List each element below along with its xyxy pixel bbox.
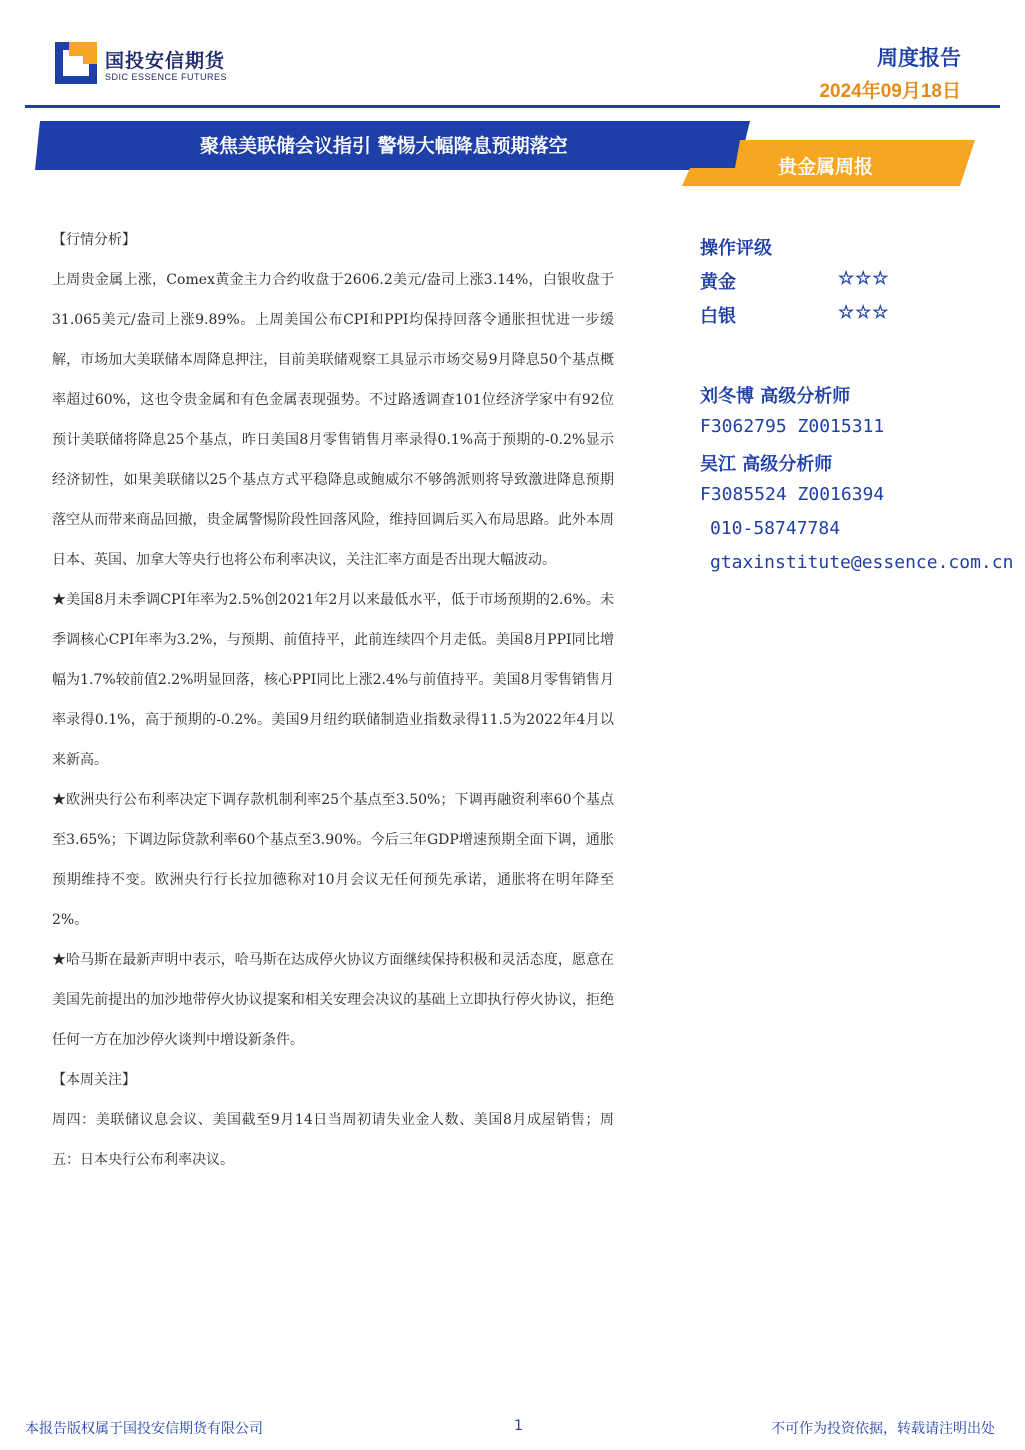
main-content bbox=[52, 220, 614, 1180]
paragraph-ecb: ★欧洲央行公布利率决定下调存款机制利率25个基点至3.50%；下调再融资利率60个基点至3.65%；下调边际贷款利率60个基点至3.90%。今后三年GDP增速预期全面下调，通胀预期维持不变。欧洲央行行长拉加德称对10月会议无任何预先承诺，通胀将在明年降至2%。 bbox=[52, 792, 614, 928]
star-rating-icon: ☆☆☆ bbox=[838, 302, 890, 323]
rating-heading: 操作评级 bbox=[700, 238, 772, 259]
analyst-license: F3062795 Z0015311 bbox=[700, 416, 885, 437]
contact-email[interactable]: gtaxinstitute@essence.com.cn bbox=[710, 552, 1014, 573]
star-rating-icon: ☆☆☆ bbox=[838, 268, 890, 289]
paragraph-market-summary: 上周贵金属上涨，Comex黄金主力合约收盘于2606.2美元/盎司上涨3.14%，白银收盘于31.065美元/盎司上涨9.89%。上周美国公布CPI和PPI均保持回落令通胀担忧进一步缓解，市场加大美联储本周降息押注，目前美联储观察工具显示市场交易9月降息50个基点概率超过60%，这也令贵金属和有色金属表现强势。不过路透调查101位经济学家中有92位预计美联储将降息25个基点，昨日美国8月零售销售月率录得0.1%高于预期的-0.2%显示经济韧性，如果美联储以25个基点方式平稳降息或鲍威尔不够鸽派则将导致激进降息预期落空从而带来商品回撤，贵金属警惕阶段性回落风险，维持回调后买入布局思路。此外本周日本、英国、加拿大等央行也将公布利率决议，关注汇率方面是否出现大幅波动。 bbox=[52, 272, 614, 568]
page-number: 1 bbox=[514, 1418, 523, 1434]
analyst-license: F3085524 Z0016394 bbox=[700, 484, 885, 505]
analyst-name: 吴江 高级分析师 bbox=[700, 454, 833, 475]
paragraph-weekly-focus: 周四：美联储议息会议、美国截至9月14日当周初请失业金人数、美国8月成屋销售；周五：日本央行公布利率决议。 bbox=[52, 1112, 614, 1168]
sidebar bbox=[700, 234, 1020, 586]
rating-label: 黄金 bbox=[700, 272, 736, 293]
logo-mark-icon bbox=[55, 42, 97, 84]
logo-name-cn: 国投安信期货 bbox=[105, 50, 226, 72]
footer-copyright: 本报告版权属于国投安信期货有限公司 bbox=[25, 1421, 263, 1437]
rating-row-silver bbox=[700, 302, 1020, 336]
report-type: 周度报告 bbox=[877, 46, 961, 70]
report-category-tag: 贵金属周报 bbox=[778, 156, 874, 178]
header-divider bbox=[25, 105, 1000, 108]
paragraph-hamas: ★哈马斯在最新声明中表示，哈马斯在达成停火协议方面继续保持积极和灵活态度，愿意在美国先前提出的加沙地带停火协议提案和相关安理会决议的基础上立即执行停火协议，拒绝任何一方在加沙停火谈判中增设新条件。 bbox=[52, 952, 614, 1048]
rating-label: 白银 bbox=[700, 306, 736, 327]
footer-disclaimer: 不可作为投资依据，转载请注明出处 bbox=[771, 1421, 995, 1437]
report-date: 2024年09月18日 bbox=[819, 81, 961, 102]
section-heading-market-analysis: 【行情分析】 bbox=[52, 232, 136, 248]
paragraph-us-data: ★美国8月未季调CPI年率为2.5%创2021年2月以来最低水平，低于市场预期的2.6%。未季调核心CPI年率为3.2%，与预期、前值持平，此前连续四个月走低。美国8月PPI同比增幅为1.7%较前值2.2%明显回落，核心PPI同比上涨2.4%与前值持平。美国8月零售销售月率录得0.1%，高于预期的-0.2%。美国9月纽约联储制造业指数录得11.5为2022年4月以来新高。 bbox=[52, 592, 614, 768]
report-title: 聚焦美联储会议指引 警惕大幅降息预期落空 bbox=[200, 135, 568, 157]
company-logo bbox=[55, 42, 235, 88]
contact-phone: 010-58747784 bbox=[710, 518, 841, 539]
rating-row-gold bbox=[700, 268, 1020, 302]
section-heading-weekly-focus: 【本周关注】 bbox=[52, 1072, 136, 1088]
logo-name-en: SDIC ESSENCE FUTURES bbox=[105, 72, 228, 82]
analyst-name: 刘冬博 高级分析师 bbox=[700, 386, 851, 407]
